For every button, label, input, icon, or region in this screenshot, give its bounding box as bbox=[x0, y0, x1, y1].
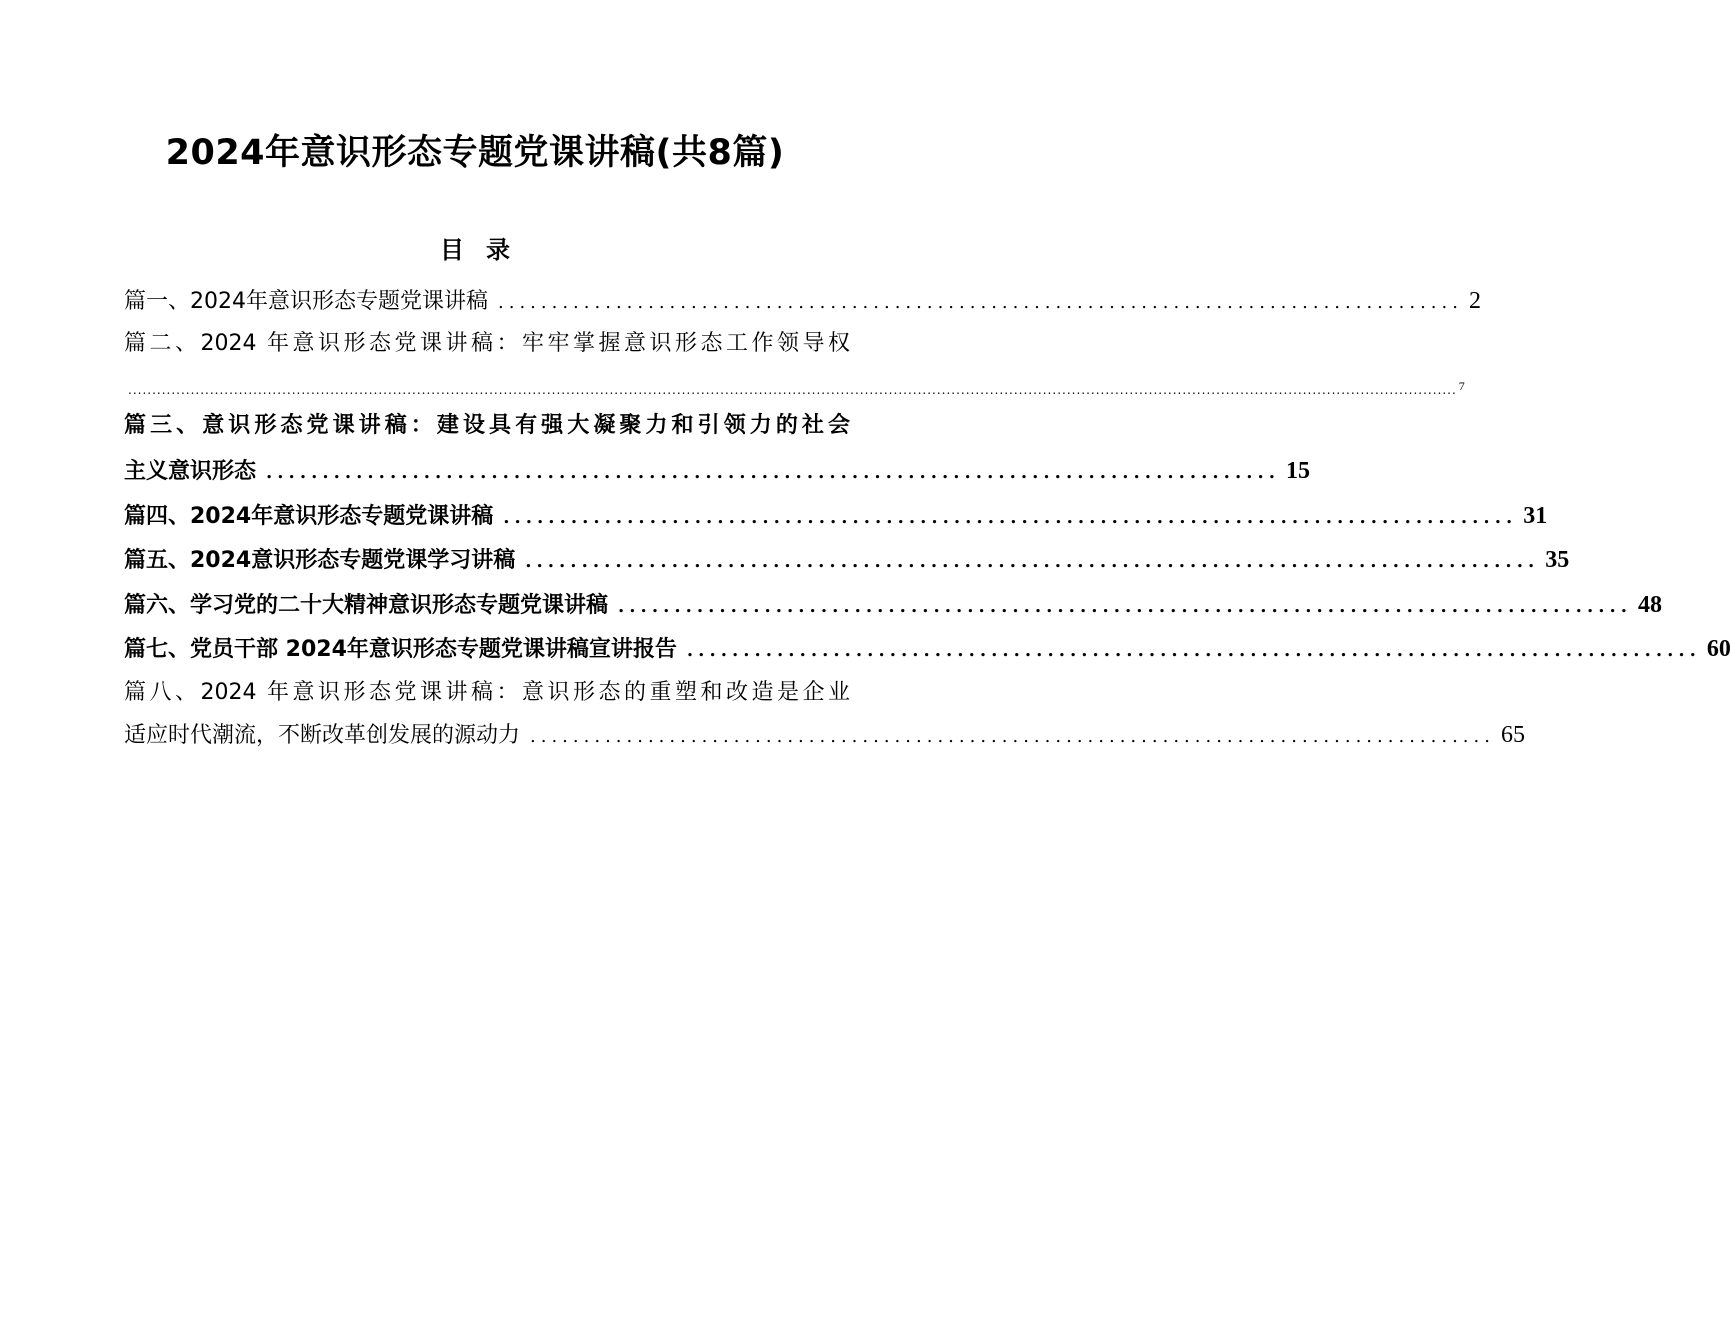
toc-entry-2-leader-line[interactable] bbox=[128, 379, 1465, 400]
toc-entry-3[interactable] bbox=[124, 406, 850, 446]
toc-entry-8-cont[interactable] bbox=[124, 715, 1525, 757]
toc-entry-page: 35 bbox=[1545, 547, 1570, 573]
dot-leader: .......................................................................................... bbox=[686, 640, 1701, 661]
toc-entry-label: 篇六、学习党的二十大精神意识形态专题党课讲稿 bbox=[124, 593, 609, 618]
toc-entry-label: 篇八、2024 年意识形态党课讲稿：意识形态的重塑和改造是企业 bbox=[124, 680, 850, 705]
dot-leader: .......................................................................................... bbox=[266, 462, 1281, 483]
toc-entry-3-cont[interactable] bbox=[124, 451, 1311, 493]
toc-entry-page: 15 bbox=[1286, 458, 1311, 484]
dot-leader: .......................................................................................... bbox=[618, 596, 1633, 617]
toc-entry-page: 60 bbox=[1706, 636, 1731, 662]
toc-entry-2[interactable] bbox=[124, 324, 850, 364]
toc-entry-page: 7 bbox=[1458, 379, 1465, 393]
toc-entry-4[interactable] bbox=[124, 496, 1548, 538]
document-title: 2024年意识形态专题党课讲稿(共8篇) bbox=[165, 133, 785, 173]
toc-entry-label: 适应时代潮流，不断改革创发展的源动力 bbox=[124, 723, 521, 748]
toc-entry-8[interactable] bbox=[124, 673, 850, 713]
toc-entry-label: 篇三、意识形态党课讲稿：建设具有强大凝聚力和引领力的社会 bbox=[124, 413, 850, 438]
toc-entry-page: 65 bbox=[1500, 722, 1525, 748]
toc-entry-label: 篇七、党员干部 2024年意识形态专题党课讲稿宣讲报告 bbox=[124, 637, 677, 662]
dot-leader: .......................................................................................... bbox=[530, 726, 1495, 747]
dot-leader: .......................................................................................... bbox=[525, 551, 1540, 572]
toc-entry-label: 篇四、2024年意识形态专题党课讲稿 bbox=[124, 504, 494, 529]
toc-entry-label: 篇五、2024意识形态专题党课学习讲稿 bbox=[124, 548, 516, 573]
toc-entry-5[interactable] bbox=[124, 540, 1570, 582]
toc-entry-page: 2 bbox=[1468, 288, 1481, 314]
toc-heading: 目录 bbox=[440, 236, 532, 264]
toc-entry-6[interactable] bbox=[124, 585, 1663, 627]
toc-entry-page: 31 bbox=[1523, 503, 1548, 529]
toc-entry-1[interactable] bbox=[124, 281, 1481, 323]
toc-entry-7[interactable] bbox=[124, 629, 1731, 671]
dot-leader: .......................................................................................... bbox=[498, 292, 1463, 313]
dot-leader: .......................................................................................... bbox=[503, 507, 1518, 528]
toc-entry-page: 48 bbox=[1638, 592, 1663, 618]
toc-entry-label: 篇一、2024年意识形态专题党课讲稿 bbox=[124, 289, 488, 314]
dot-leader: .................................................................................................................................................................................................................................................................................... bbox=[128, 383, 1457, 397]
toc-entry-label: 篇二、2024 年意识形态党课讲稿：牢牢掌握意识形态工作领导权 bbox=[124, 331, 850, 356]
toc-entry-label: 主义意识形态 bbox=[124, 459, 257, 484]
